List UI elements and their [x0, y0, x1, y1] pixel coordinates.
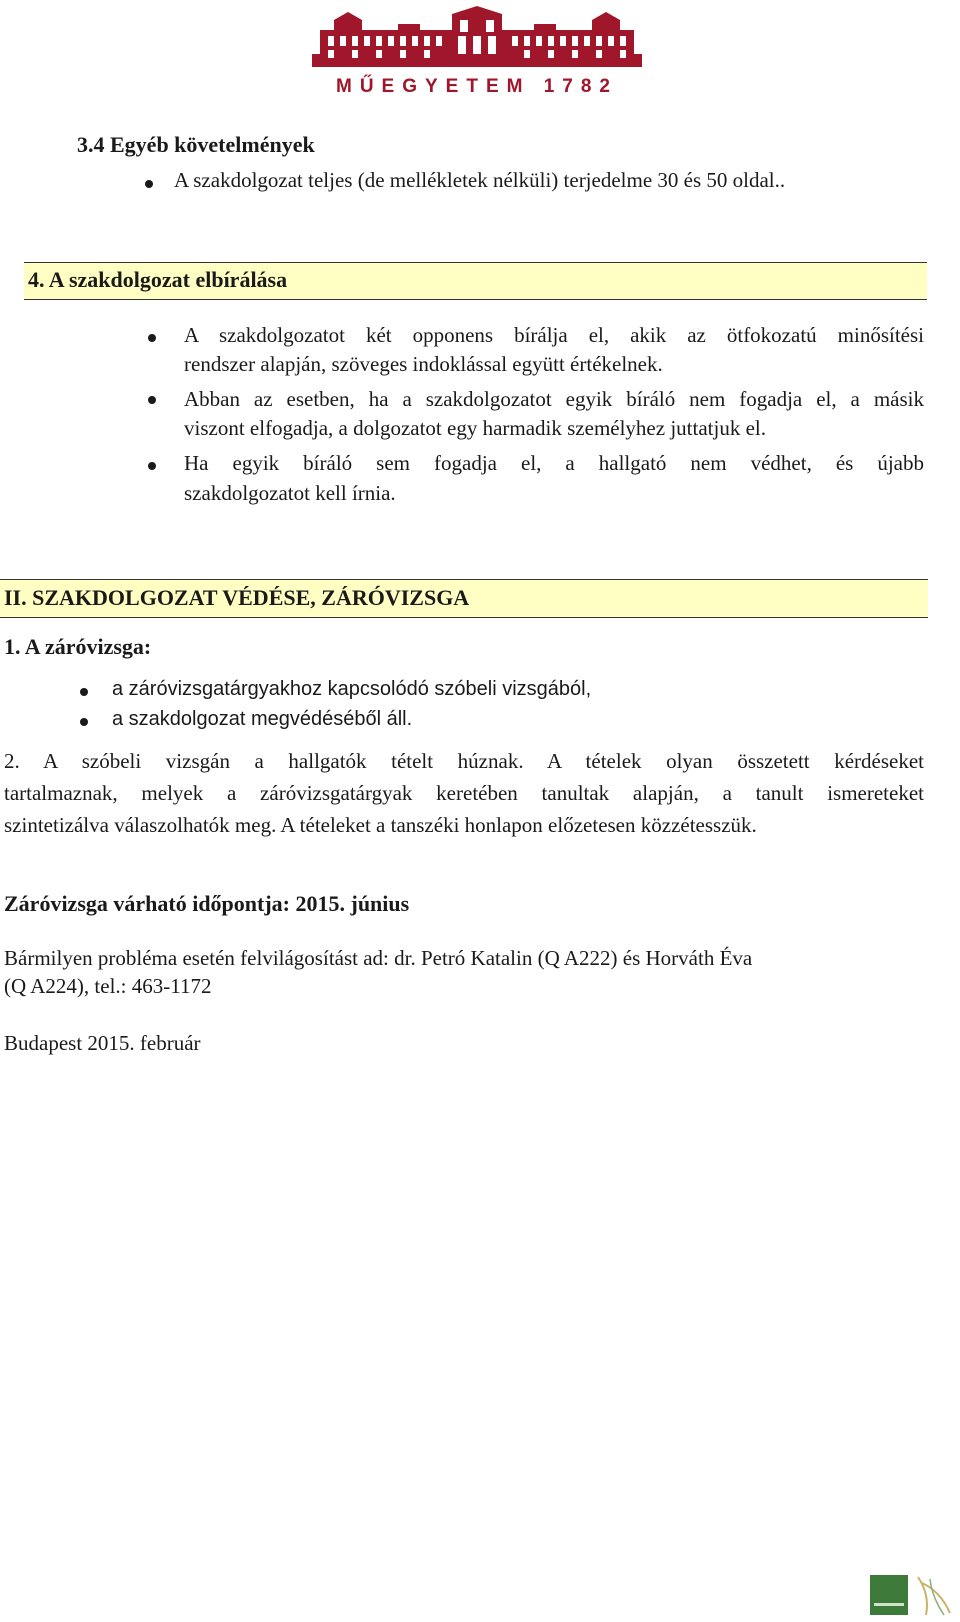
university-logo	[312, 6, 642, 98]
section-4-bullet-2-line-2: viszont elfogadja, a dolgozatot egy harmadik személyhez juttatjuk el.	[184, 416, 766, 440]
oral-exam-paragraph-line-1: 2. A szóbeli vizsgán a hallgatók tételt húznak. A tételek olyan összetett kérdéseket	[4, 749, 924, 773]
bullet-icon	[148, 334, 156, 342]
oral-exam-paragraph-line-2: tartalmaznak, melyek a záróvizsgatárgyak keretében tanultak alapján, a tanult ismereteket	[4, 781, 924, 805]
section-4-heading: 4. A szakdolgozat elbírálása	[28, 267, 288, 292]
section-ii-bullet-1: a záróvizsgatárgyakhoz kapcsolódó szóbeli vizsgából,	[112, 678, 592, 700]
section-3-4-heading: 3.4 Egyéb követelmények	[77, 132, 315, 157]
section-ii-bullet-2: a szakdolgozat megvédéséből áll.	[112, 708, 413, 730]
oral-exam-paragraph-line-3: szintetizálva válaszolhatók meg. A tételeket a tanszéki honlapon előzetesen közzétesszük.	[4, 813, 757, 837]
section-4-bullet-1-line-1: A szakdolgozatot két opponens bírálja el, akik az ötfokozatú minősítési	[184, 323, 924, 347]
section-4-bullet-3-line-2: szakdolgozatot kell írnia.	[184, 481, 396, 505]
section-4-bullet-3-line-1: Ha egyik bíráló sem fogadja el, a hallgató nem védhet, és újabb	[184, 451, 924, 475]
section-ii-heading-band	[0, 579, 928, 618]
footer-stamp-icon	[870, 1573, 954, 1617]
section-4-bullet-1-line-2: rendszer alapján, szöveges indoklással együtt értékelnek.	[184, 352, 663, 376]
exam-date: Záróvizsga várható időpontja: 2015. június	[4, 891, 410, 916]
contact-line-2: (Q A224), tel.: 463-1172	[4, 974, 212, 998]
bullet-icon	[148, 396, 156, 404]
section-ii-subheading: 1. A záróvizsga:	[4, 634, 152, 659]
section-4-heading-band	[24, 262, 927, 300]
logo-caption: MŰEGYETEM 1782	[336, 76, 618, 97]
university-building-icon	[312, 6, 642, 76]
bullet-icon	[80, 718, 88, 726]
place-and-date: Budapest 2015. február	[4, 1031, 201, 1055]
section-3-4-bullet: A szakdolgozat teljes (de mellékletek nélküli) terjedelme 30 és 50 oldal..	[174, 168, 786, 192]
contact-line-1: Bármilyen probléma esetén felvilágosítást ad: dr. Petró Katalin (Q A222) és Horváth Éva	[4, 946, 753, 970]
bullet-icon	[145, 180, 153, 188]
bullet-icon	[148, 462, 156, 470]
bullet-icon	[80, 688, 88, 696]
section-4-bullet-2-line-1: Abban az esetben, ha a szakdolgozatot egyik bíráló nem fogadja el, a másik	[184, 387, 924, 411]
section-ii-heading: II. SZAKDOLGOZAT VÉDÉSE, ZÁRÓVIZSGA	[4, 585, 470, 610]
